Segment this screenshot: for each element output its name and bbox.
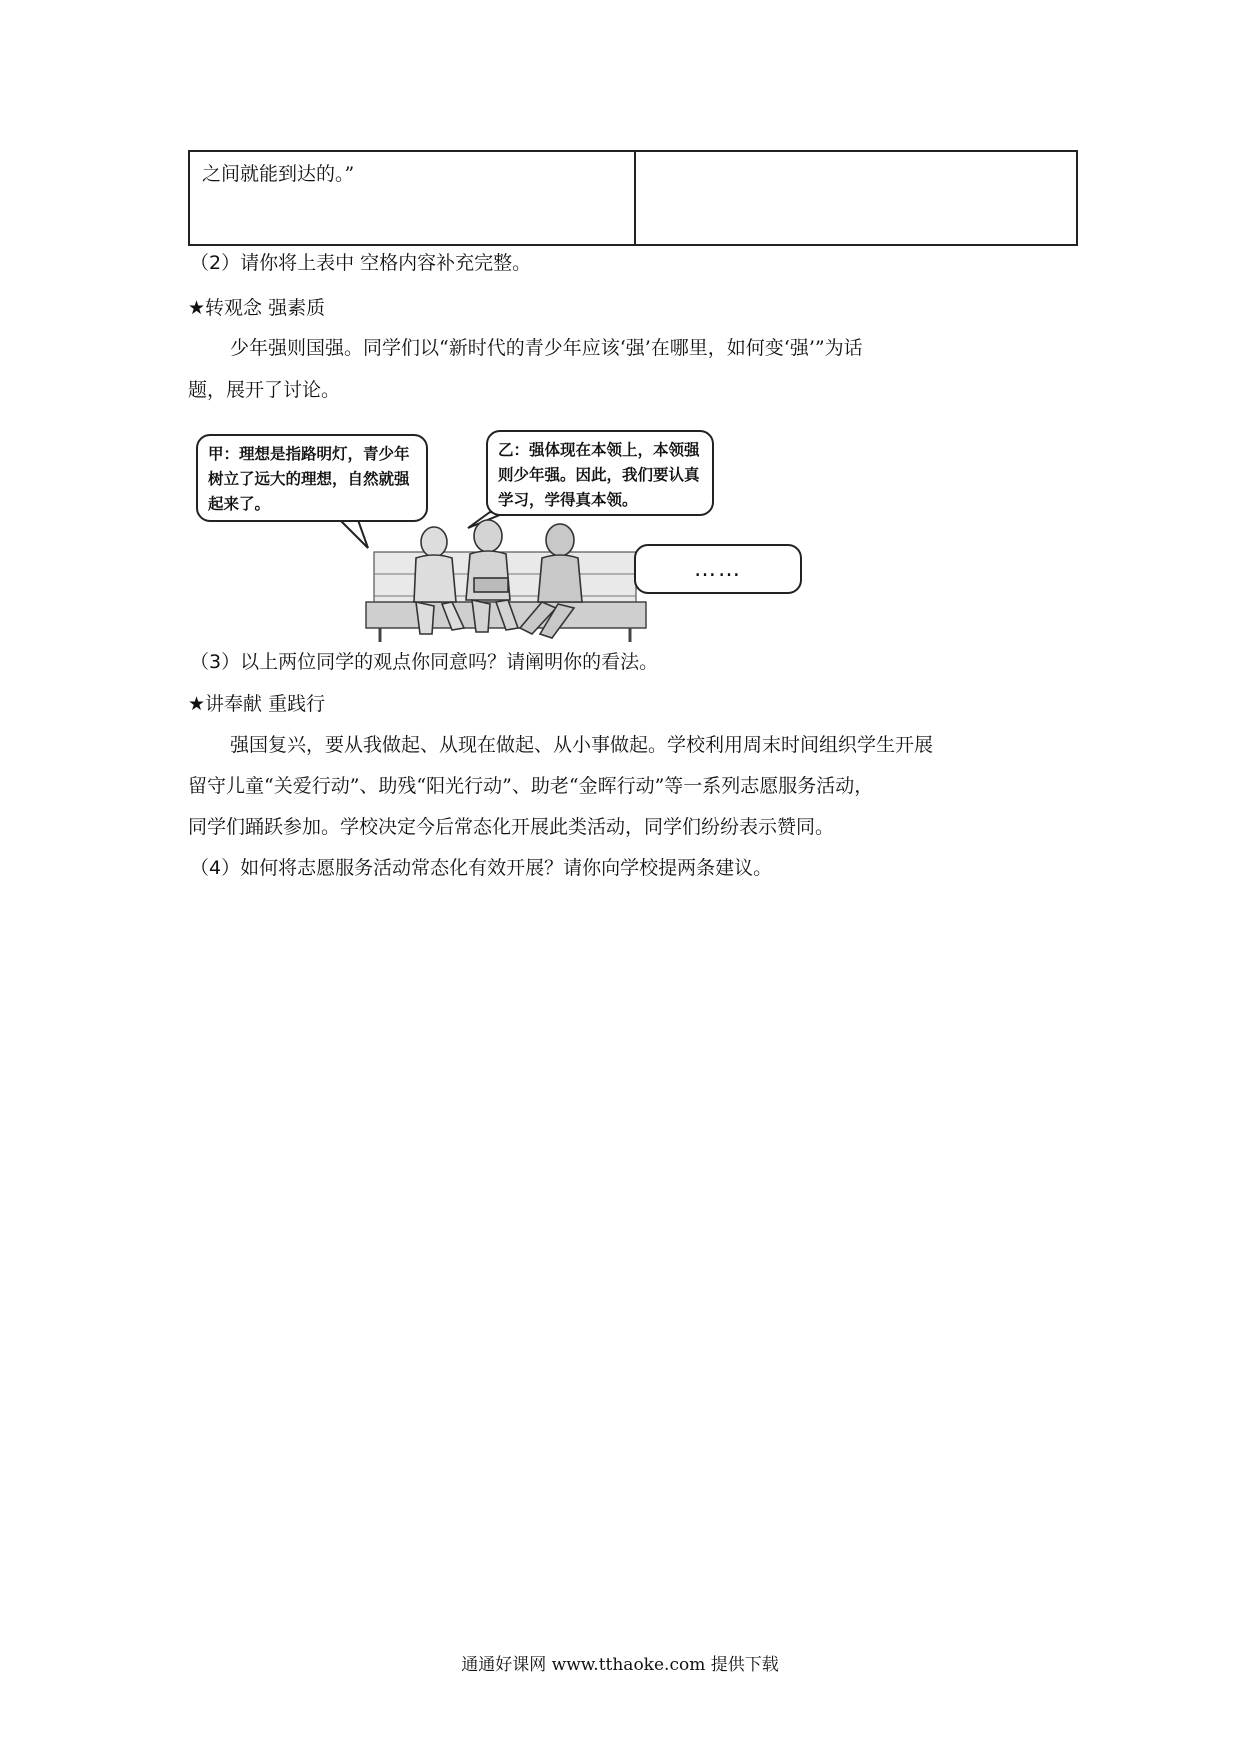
section-title-2: ★讲奉献 重践行 [188, 693, 326, 715]
question-4: （4）如何将志愿服务活动常态化有效开展？请你向学校提两条建议。 [190, 857, 773, 879]
section2-paragraph-line1: 强国复兴，要从我做起、从现在做起、从小事做起。学校利用周末时间组织学生开展 [230, 734, 934, 756]
table-cell-right [635, 151, 1077, 245]
question-2: （2）请你将上表中 空格内容补充完整。 [190, 252, 532, 274]
table-row [189, 151, 1077, 245]
section1-paragraph-line1: 少年强则国强。同学们以“新时代的青少年应该‘强’在哪里，如何变‘强’”为话 [230, 337, 863, 359]
discussion-illustration [190, 424, 810, 644]
table-cell-left: 之间就能到达的。” [189, 151, 635, 245]
bubble-a-tail [340, 520, 368, 548]
section2-paragraph-line3: 同学们踊跃参加。学校决定今后常态化开展此类活动，同学们纷纷表示赞同。 [188, 816, 835, 838]
question-3: （3）以上两位同学的观点你同意吗？请阐明你的看法。 [190, 651, 659, 673]
section-title-1: ★转观念 强素质 [188, 297, 326, 319]
speech-bubble-jia: 甲：理想是指路明灯，青少年树立了远大的理想，自然就强起来了。 [196, 434, 428, 522]
section2-paragraph-line2: 留守儿童“关爱行动”、助残“阳光行动”、助老“金晖行动”等一系列志愿服务活动， [188, 775, 874, 797]
speech-bubble-yi: 乙：强体现在本领上，本领强则少年强。因此，我们要认真学习，学得真本领。 [486, 430, 714, 516]
section1-paragraph-line2: 题，展开了讨论。 [188, 379, 341, 401]
speech-bubble-blank: …… [634, 544, 802, 594]
answer-table [188, 150, 1078, 246]
page-footer: 通通好课网 www.tthaoke.com 提供下载 [461, 1655, 779, 1675]
